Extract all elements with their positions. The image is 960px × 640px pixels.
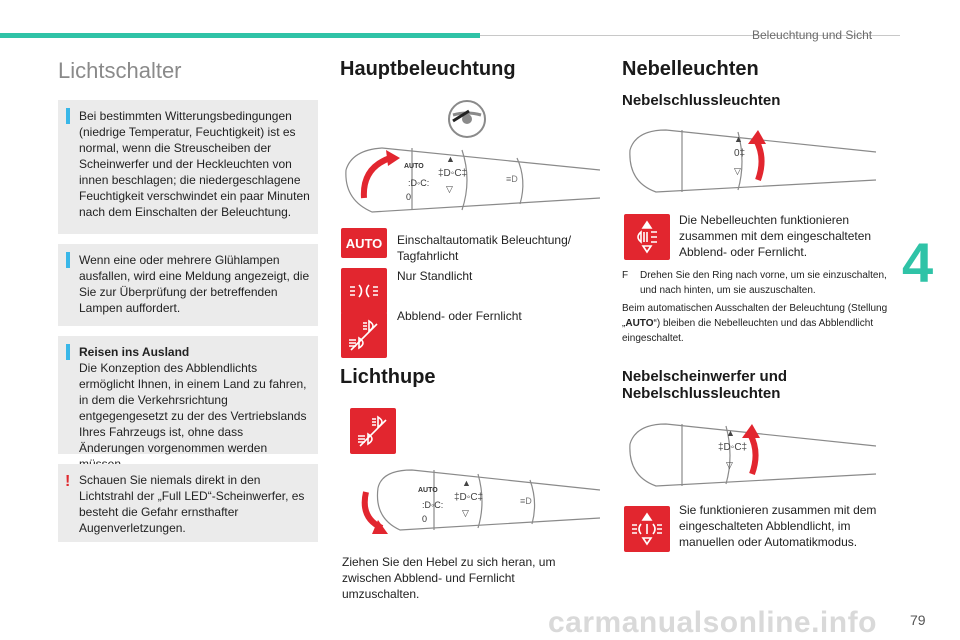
svg-text:▽: ▽ bbox=[734, 166, 741, 176]
info-note-bulbs bbox=[58, 244, 318, 326]
warning-icon: ! bbox=[65, 473, 71, 490]
note-text: Wenn eine oder mehrere Glühlampen ausfallen, wird eine Meldung angezeigt, die Sie zur Überprüfung der betreffenden Lampen auffordert. bbox=[79, 253, 310, 315]
svg-text:≡D: ≡D bbox=[506, 174, 518, 184]
info-marker-icon bbox=[66, 344, 70, 360]
stalk-off-label: 0 bbox=[406, 192, 412, 202]
steering-wheel-icon bbox=[445, 97, 489, 141]
svg-text:▲: ▲ bbox=[726, 428, 735, 438]
subheading-fog-front-rear: Nebelscheinwerfer und Nebelschlussleuchten bbox=[622, 368, 788, 402]
warning-note-led bbox=[58, 464, 318, 542]
svg-text:▲: ▲ bbox=[462, 478, 471, 488]
watermark: carmanualsonline.info bbox=[548, 606, 877, 639]
svg-text:AUTO: AUTO bbox=[418, 487, 438, 494]
chapter-number: 4 bbox=[902, 231, 934, 294]
svg-text:▲: ▲ bbox=[734, 134, 743, 144]
front-fog-text: Sie funktionieren zusammen mit dem eingeschalteten Abblendlicht, im manuellen oder Automatikmodus. bbox=[679, 503, 877, 549]
bullet-text: Drehen Sie den Ring nach vorne, um sie einzuschalten, und nach hinten, um sie auszuschalten. bbox=[640, 270, 887, 296]
svg-text:▽: ▽ bbox=[446, 184, 453, 194]
svg-text::D◦C:: :D◦C: bbox=[408, 178, 430, 188]
svg-text:‡D◦C‡: ‡D◦C‡ bbox=[454, 492, 484, 503]
legend-text-auto: Einschaltautomatik Beleuchtung/ Tagfahrlicht bbox=[397, 233, 572, 263]
svg-text::D◦C:: :D◦C: bbox=[422, 500, 444, 510]
info-marker-icon bbox=[66, 252, 70, 268]
light-stalk-illustration bbox=[342, 140, 604, 220]
svg-text:≡D: ≡D bbox=[520, 496, 532, 506]
header-accent-bar bbox=[0, 33, 480, 38]
auto-icon: AUTO bbox=[341, 228, 387, 258]
svg-text:▽: ▽ bbox=[462, 508, 469, 518]
section-title: Beleuchtung und Sicht bbox=[752, 28, 873, 42]
headlight-icon bbox=[341, 312, 387, 358]
rear-fog-text: Die Nebelleuchten funktionieren zusammen mit dem eingeschalteten Abblend- oder Fernlicht. bbox=[679, 213, 872, 259]
legend-text-parking: Nur Standlicht bbox=[397, 269, 473, 283]
heading-fog: Nebelleuchten bbox=[622, 58, 759, 80]
heading-flash: Lichthupe bbox=[340, 366, 436, 388]
info-note-abroad bbox=[58, 336, 318, 454]
auto-note: Beim automatischen Ausschalten der Beleuchtung (Stellung „AUTO“) bleiben die Nebelleuchten und das Abblendlicht eingeschaltet. bbox=[622, 303, 888, 344]
rear-fog-stalk-illustration bbox=[626, 122, 880, 202]
subheading-rear-fog: Nebelschlussleuchten bbox=[622, 92, 781, 109]
rear-fog-icon bbox=[624, 214, 670, 260]
info-marker-icon bbox=[66, 108, 70, 124]
flash-stalk-illustration bbox=[352, 462, 604, 544]
page-title: Lichtschalter bbox=[58, 58, 182, 83]
svg-text:0: 0 bbox=[422, 514, 428, 524]
note-title: Reisen ins Ausland bbox=[79, 345, 190, 359]
svg-text:0‡: 0‡ bbox=[734, 148, 746, 159]
svg-text:‡D◦C‡: ‡D◦C‡ bbox=[438, 168, 468, 179]
flash-text: Ziehen Sie den Hebel zu sich heran, um zwischen Abblend- und Fernlicht umzuschalten. bbox=[342, 555, 556, 601]
front-fog-stalk-illustration bbox=[626, 416, 880, 496]
note-text: Schauen Sie niemals direkt in den Lichtstrahl der „Full LED“-Scheinwerfer, es besteht die Gefahr ernsthafter Augenverletzungen. bbox=[79, 473, 305, 535]
parking-light-icon bbox=[341, 268, 387, 314]
note-text: Bei bestimmten Witterungsbedingungen (niedrige Temperatur, Feuchtigkeit) ist es normal, wenn die Streuscheiben der Scheinwerfer und der Heckleuchten von innen beschlagen; die niedergeschlagene Feuchtigkeit verschwindet ein paar Minuten nach dem Einschalten der Beleuchtung. bbox=[79, 109, 310, 219]
svg-text:▲: ▲ bbox=[446, 154, 455, 164]
stalk-auto-label: AUTO bbox=[404, 163, 424, 170]
front-fog-icon bbox=[624, 506, 670, 552]
page-number: 79 bbox=[910, 612, 926, 628]
svg-text:▽: ▽ bbox=[726, 460, 733, 470]
note-text: Die Konzeption des Abblendlichts ermöglicht Ihnen, in einem Land zu fahren, in dem die Verkehrsrichtung entgegengesetzt zu der des Vertriebslands Ihres Fahrzeugs ist, ohne dass Änderungen vorgenommen werden bbox=[79, 361, 307, 455]
headlight-flash-icon bbox=[350, 408, 396, 454]
info-note-fogging bbox=[58, 100, 318, 234]
bullet-marker-icon: F bbox=[622, 270, 629, 281]
legend-text-headlight: Abblend- oder Fernlicht bbox=[397, 309, 522, 323]
heading-main-lighting: Hauptbeleuchtung bbox=[340, 58, 516, 80]
svg-text:‡D◦C‡: ‡D◦C‡ bbox=[718, 442, 748, 453]
